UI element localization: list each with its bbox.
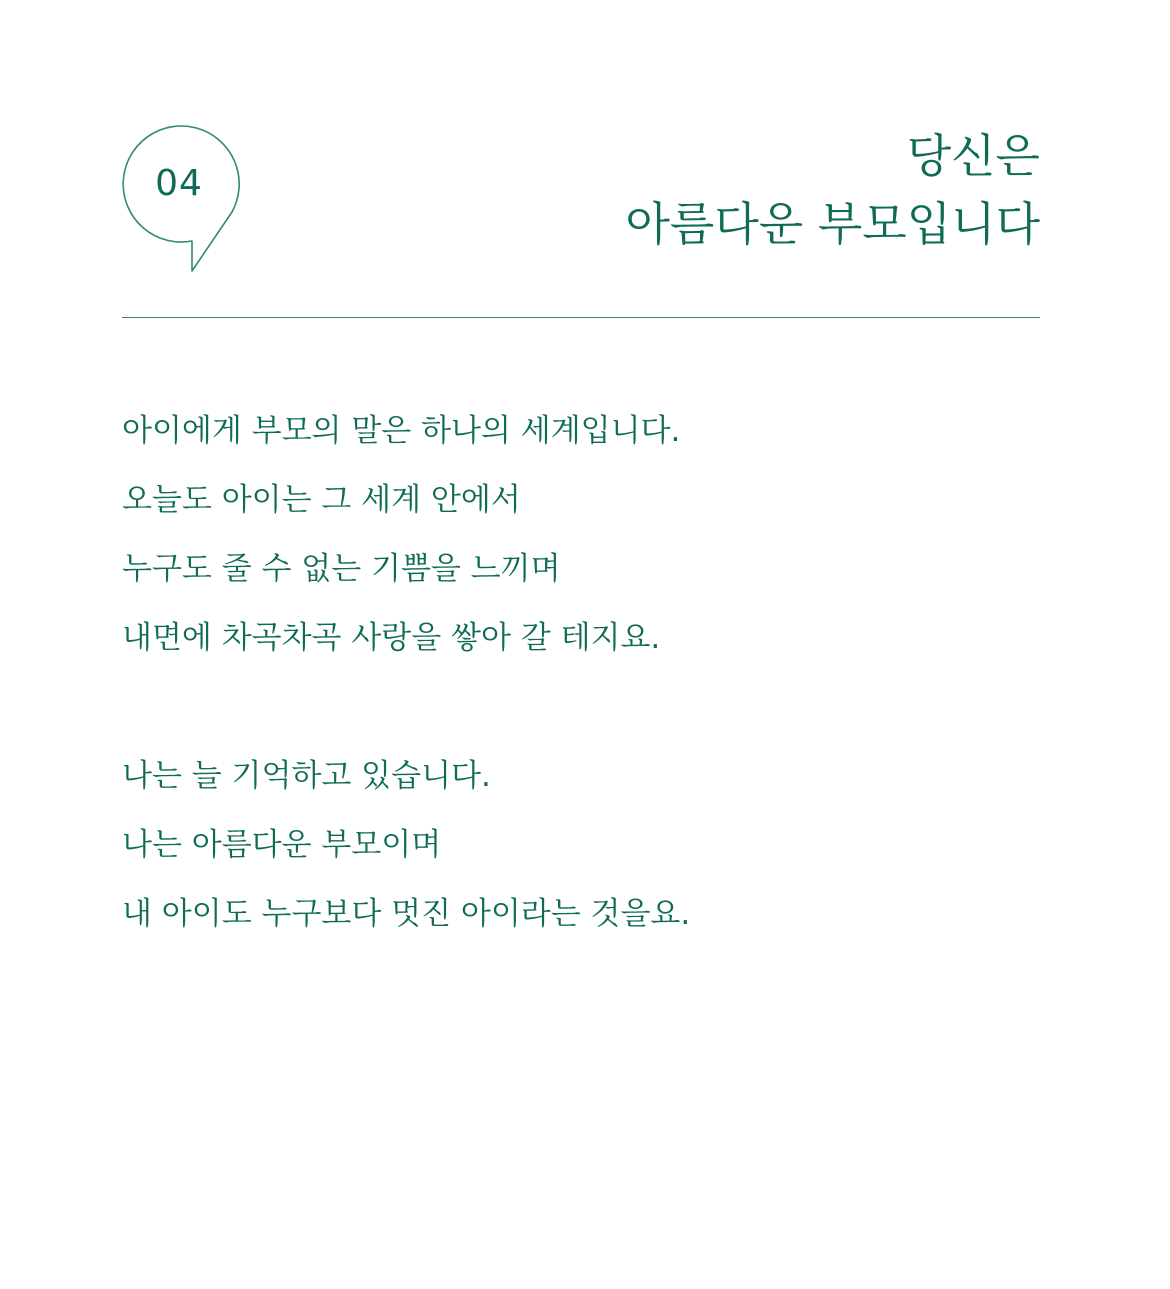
text-line: 내 아이도 누구보다 멋진 아이라는 것을요. — [122, 896, 691, 932]
page-title — [625, 122, 1040, 258]
paragraph — [122, 405, 1040, 681]
chapter-number: 04 — [155, 163, 203, 204]
text-line: 나는 늘 기억하고 있습니다. — [122, 758, 491, 794]
text-line: 오늘도 아이는 그 세계 안에서 — [122, 482, 521, 518]
body-text — [122, 405, 1040, 1026]
text-line: 아이에게 부모의 말은 하나의 세계입니다. — [122, 413, 681, 449]
chapter-badge — [120, 125, 242, 275]
divider — [122, 317, 1040, 318]
text-line: 나는 아름다운 부모이며 — [122, 827, 442, 863]
paragraph — [122, 750, 1040, 957]
text-line: 누구도 줄 수 없는 기쁨을 느끼며 — [122, 551, 561, 587]
text-line: 내면에 차곡차곡 사랑을 쌓아 갈 테지요. — [122, 620, 661, 656]
title-line: 아름다운 부모입니다 — [625, 197, 1040, 251]
title-line: 당신은 — [906, 129, 1040, 183]
